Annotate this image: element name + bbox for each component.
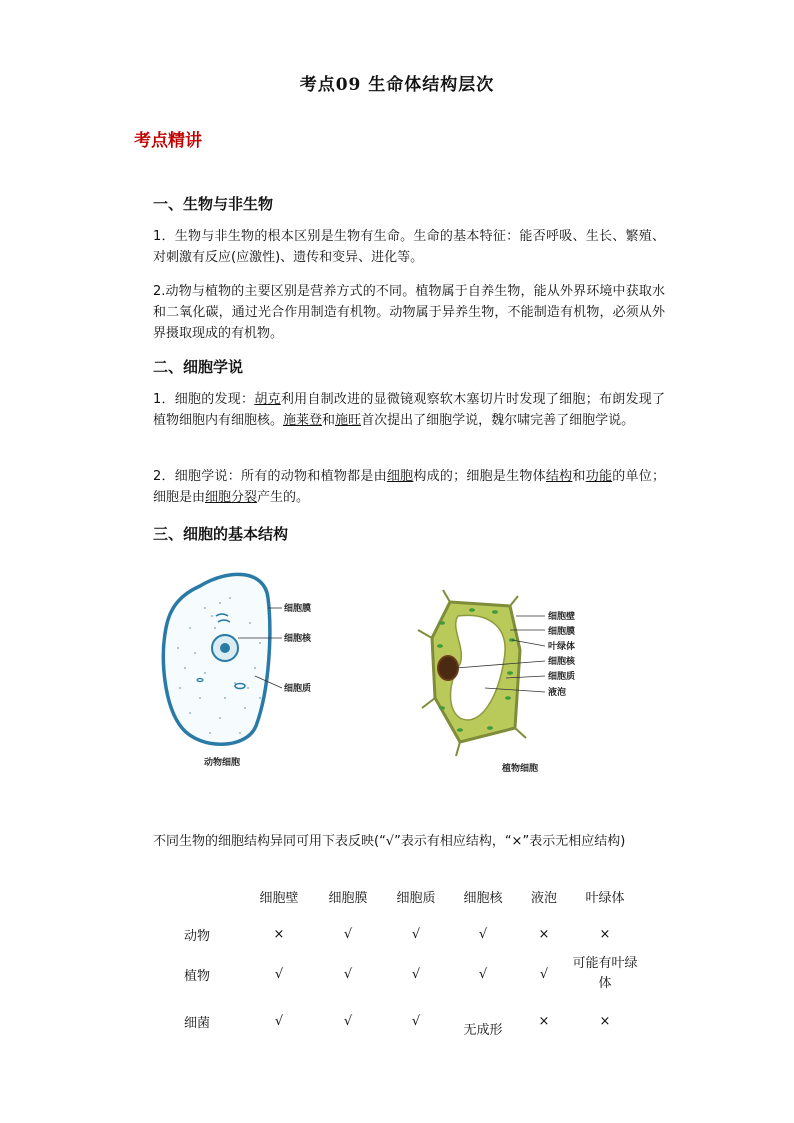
term-structure: 结构 [545, 469, 573, 484]
table-cell: × [273, 926, 285, 942]
table-cell: × [538, 1013, 550, 1029]
table-cell: √ [343, 966, 353, 982]
plant-label-membrane: 细胞膜 [548, 627, 576, 637]
table-cell: √ [478, 926, 488, 942]
table-cell: 细菌 [184, 1015, 211, 1031]
table-cell: 可能有叶绿体 [572, 956, 638, 991]
plant-label-wall: 细胞壁 [548, 612, 576, 622]
animal-cell-caption: 动物细胞 [204, 758, 241, 768]
table-header-cell: 细胞膜 [328, 890, 368, 906]
page-title: 考点09 生命体结构层次 [299, 75, 495, 95]
table-header-cell: 细胞核 [463, 890, 503, 906]
table-row [170, 954, 638, 994]
table-cell: × [599, 1013, 611, 1029]
table-cell: √ [411, 966, 421, 982]
plant-label-chloroplast: 叶绿体 [548, 642, 576, 652]
table-header-cell [170, 878, 244, 914]
cell-diagram-figure [160, 568, 620, 778]
table-header-cell: 叶绿体 [585, 890, 625, 906]
table-cell: √ [343, 926, 353, 942]
table-row [170, 914, 638, 954]
animal-label-cytoplasm: 细胞质 [284, 684, 312, 694]
paragraph-1-2: 2.动物与植物的主要区别是营养方式的不同。植物属于自养生物，能从外界环境中获取水和二氧化碳，通过光合作用制造有机物。动物属于异养生物，不能制造有机物，必须从外界摄取现成的有机物。 [153, 284, 665, 341]
cell-structure-table [170, 878, 638, 1048]
table-header-cell: 液泡 [530, 890, 557, 906]
plant-label-cytoplasm: 细胞质 [548, 672, 576, 682]
plant-cell-caption: 植物细胞 [502, 764, 539, 774]
term-cell-division: 细胞分裂 [205, 490, 258, 505]
table-header-row [170, 878, 638, 914]
term-schwann: 施旺 [335, 413, 362, 428]
table-cell: 植物 [184, 968, 211, 984]
table-intro: 不同生物的细胞结构异同可用下表反映(“√”表示有相应结构，“×”表示无相应结构) [153, 834, 626, 849]
paragraph-2-2: 2．细胞学说：所有的动物和植物都是由细胞构成的；细胞是生物体结构和功能的单位；细胞是由细胞分裂产生的。 [153, 469, 665, 505]
table-cell: √ [274, 1013, 284, 1029]
section-heading-3: 三、细胞的基本结构 [153, 525, 289, 543]
animal-label-nucleus: 细胞核 [284, 634, 312, 644]
animal-cell-illustration [163, 574, 282, 744]
section-label: 考点精讲 [134, 131, 202, 151]
term-schleiden: 施莱登 [283, 413, 323, 428]
paragraph-2-1: 1．细胞的发现：胡克利用自制改进的显微镜观察软木塞切片时发现了细胞；布朗发现了植物细胞内有细胞核。施莱登和施旺首次提出了细胞学说，魏尔啸完善了细胞学说。 [153, 392, 665, 428]
term-function: 功能 [585, 469, 613, 484]
term-hooke: 胡克 [254, 392, 281, 407]
plant-cell-illustration [418, 590, 545, 756]
paragraph-1-1: 1．生物与非生物的根本区别是生物有生命。生命的基本特征：能否呼吸、生长、繁殖、对刺激有反应(应激性)、遗传和变异、进化等。 [153, 229, 665, 265]
table-cell: √ [274, 966, 284, 982]
table-cell: × [599, 926, 611, 942]
animal-label-membrane: 细胞膜 [284, 604, 312, 614]
section-heading-2: 二、细胞学说 [153, 358, 244, 376]
table-cell: √ [411, 926, 421, 942]
table-row [170, 994, 638, 1048]
table-cell: √ [343, 1013, 353, 1029]
term-cell: 细胞 [386, 469, 414, 484]
table-header-cell: 细胞质 [396, 890, 436, 906]
table-cell: × [538, 926, 550, 942]
table-cell: √ [478, 966, 488, 982]
table-cell: √ [411, 1013, 421, 1029]
table-cell: √ [539, 966, 549, 982]
plant-label-vacuole: 液泡 [548, 688, 567, 698]
plant-label-nucleus: 细胞核 [548, 657, 576, 667]
table-cell: 无成形 [463, 1022, 503, 1038]
table-header-cell: 细胞壁 [259, 890, 299, 906]
table-cell: 动物 [184, 928, 211, 944]
section-heading-1: 一、生物与非生物 [153, 195, 274, 213]
